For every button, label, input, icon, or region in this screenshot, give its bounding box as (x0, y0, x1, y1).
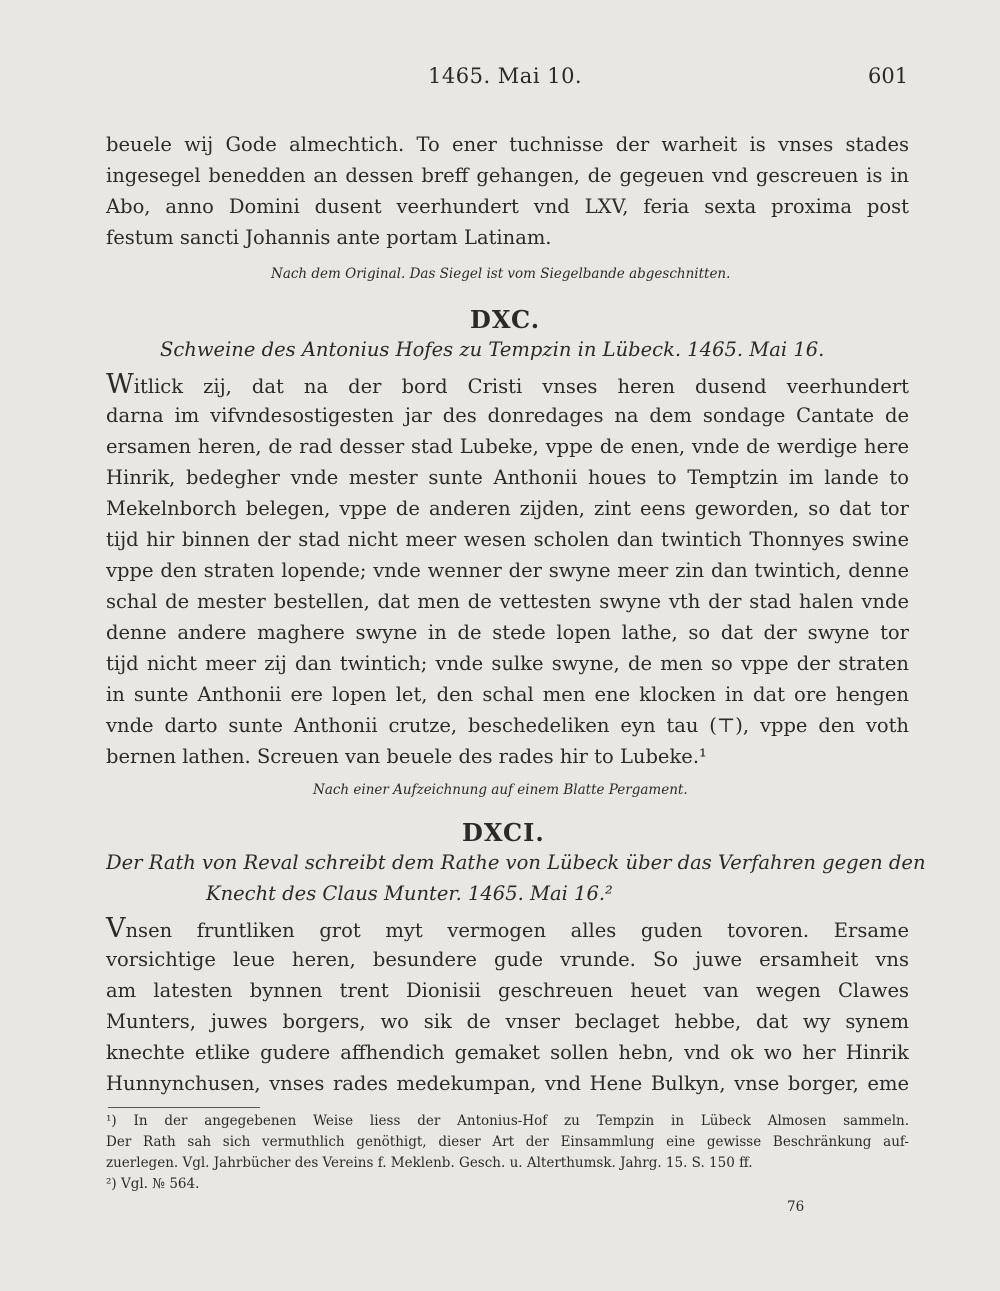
document-title: Der Rath von Reval schreibt dem Rathe von Lübeck über das Verfahren gegen den (106, 851, 926, 874)
footnote-rule (108, 1107, 260, 1108)
text-line: Abo, anno Domini dusent veerhundert vnd LXV, feria sexta proxima post (106, 195, 909, 218)
text-line: bernen lathen. Screuen van beuele des rades hir to Lubeke.¹ (106, 745, 707, 768)
text-line: festum sancti Johannis ante portam Latinam. (106, 226, 552, 249)
text-line: schal de mester bestellen, dat men de vettesten swyne vth der stad halen vnde (106, 590, 909, 613)
running-header-date: 1465. Mai 10. (428, 64, 583, 88)
text-line: Mekelnborch belegen, vppe de anderen zijden, zint eens geworden, so dat tor (106, 497, 909, 520)
initial-letter: V (106, 913, 126, 944)
text-line: am latesten bynnen trent Dionisii geschreuen heuet van wegen Clawes (106, 979, 909, 1002)
source-note: Nach einer Aufzeichnung auf einem Blatte Pergament. (313, 782, 688, 798)
text-line: beuele wij Gode almechtich. To ener tuchnisse der warheit is vnses stades (106, 133, 909, 156)
text-line: Munters, juwes borgers, wo sik de vnser beclaget hebbe, dat wy synem (106, 1010, 909, 1033)
printer-signature: 76 (787, 1199, 805, 1215)
initial-letter: W (106, 369, 134, 400)
footnote-line: Der Rath sah sich vermuthlich genöthigt, dieser Art der Einsammlung eine gewisse Beschränkung auf- (106, 1134, 909, 1150)
document-number: DXC. (470, 305, 541, 334)
text-line: in sunte Anthonii ere lopen let, den schal men ene klocken in dat ore hengen (106, 683, 909, 706)
text-line: Hinrik, bedegher vnde mester sunte Anthonii houes to Temptzin im lande to (106, 466, 909, 489)
text-line: ingesegel benedden an dessen breff gehangen, de gegeuen vnd gescreuen is in (106, 164, 909, 187)
text-line: denne andere maghere swyne in de stede lopen lathe, so dat der swyne tor (106, 621, 909, 644)
page-number: 601 (868, 64, 909, 88)
text-line: ersamen heren, de rad desser stad Lubeke, vppe de enen, vnde de werdige here (106, 435, 909, 458)
document-number: DXCI. (462, 818, 545, 847)
document-title: Knecht des Claus Munter. 1465. Mai 16.² (206, 882, 613, 905)
text-line-rest: nsen fruntliken grot myt vermogen alles guden tovoren. Ersame (125, 919, 909, 942)
text-line: knechte etlike gudere affhendich gemaket sollen hebn, vnd ok wo her Hinrik (106, 1041, 909, 1064)
text-line: darna im vifvndesostigesten jar des donredages na dem sondage Cantate de (106, 404, 909, 427)
footnote-line: zuerlegen. Vgl. Jahrbücher des Vereins f. Meklenb. Gesch. u. Alterthumsk. Jahrg. 15. S. 150 ff. (106, 1155, 753, 1171)
text-line-rest: itlick zij, dat na der bord Cristi vnses heren dusend veerhundert (133, 375, 909, 398)
text-line: tijd hir binnen der stad nicht meer wesen scholen dan twintich Thonnyes swine (106, 528, 909, 551)
text-line: vorsichtige leue heren, besundere gude vrunde. So juwe ersamheit vns (106, 948, 909, 971)
text-line: vppe den straten lopende; vnde wenner der swyne meer zin dan twintich, denne (106, 559, 909, 582)
footnote-line: ²) Vgl. № 564. (106, 1176, 200, 1192)
source-note: Nach dem Original. Das Siegel ist vom Siegelbande abgeschnitten. (271, 266, 731, 282)
document-title: Schweine des Antonius Hofes zu Tempzin in Lübeck. 1465. Mai 16. (160, 338, 825, 361)
footnote-line: ¹) In der angegebenen Weise liess der Antonius-Hof zu Tempzin in Lübeck Almosen sammeln. (106, 1113, 909, 1129)
text-line: vnde darto sunte Anthonii crutze, beschedeliken eyn tau (⊤), vppe den voth (106, 714, 909, 737)
text-line: tijd nicht meer zij dan twintich; vnde sulke swyne, de men so vppe der straten (106, 652, 909, 675)
text-line-first (106, 370, 909, 402)
text-line-first (106, 914, 909, 946)
text-line: Hunnynchusen, vnses rades medekumpan, vnd Hene Bulkyn, vnse borger, eme (106, 1072, 909, 1095)
